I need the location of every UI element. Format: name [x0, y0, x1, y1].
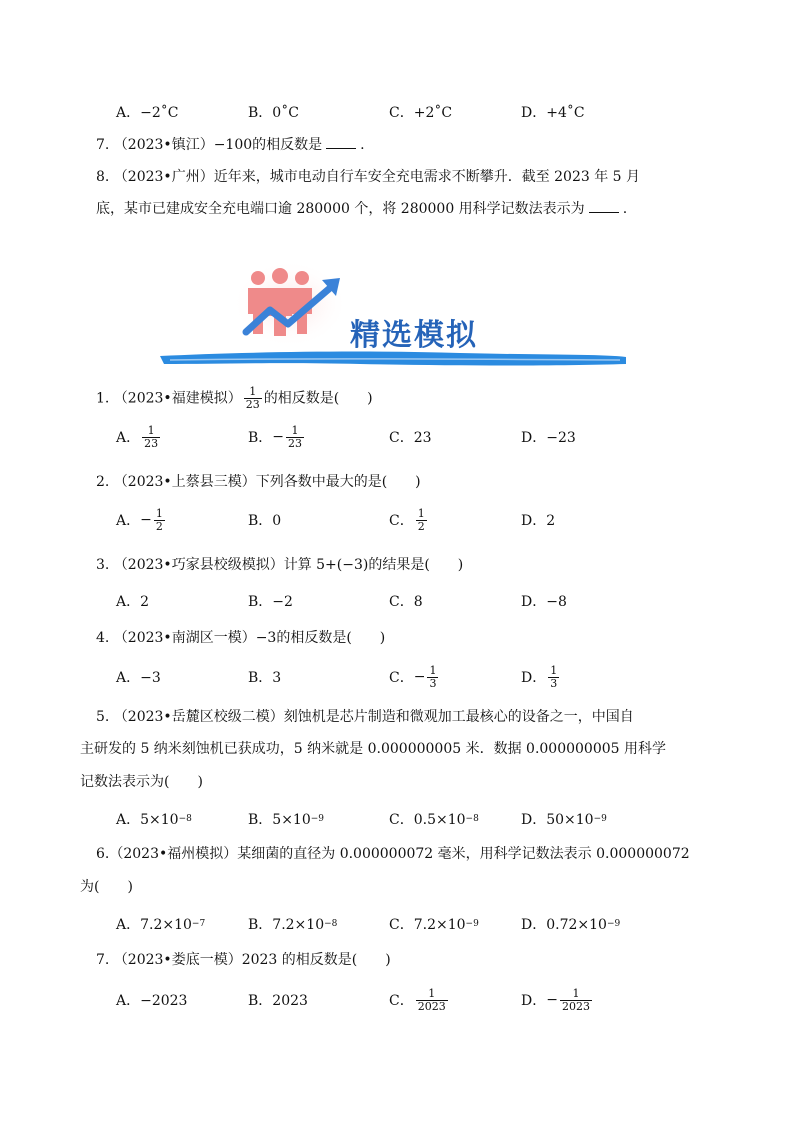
option-a: A．2 [116, 594, 150, 610]
prev-question-7: 7. （2023•镇江）−100的相反数是 . [96, 134, 365, 154]
question-2: 2. （2023•上蔡县三模）下列各数中最大的是( ) [96, 474, 421, 490]
question-1-options [0, 422, 794, 452]
option-a: A．−2˚C [116, 105, 179, 121]
question-6-line2: 为( ) [80, 879, 133, 895]
answer-blank [589, 198, 619, 213]
question-1: 1. （2023•福建模拟） $\frac{1}{23}$ 的相反数是( ) [96, 385, 373, 411]
answer-blank [326, 134, 356, 149]
question-4-options [0, 662, 794, 692]
option-c: C．7.2×10 −9 [389, 917, 479, 933]
option-c: C．23 [389, 430, 432, 446]
question-3-options [0, 586, 794, 616]
question-6-line1: 6.（2023•福州模拟）某细菌的直径为 0.000000072 毫米，用科学记数法表示 0.000000072 [96, 846, 690, 862]
option-b: B． − $\frac{1}{23}$ [248, 423, 303, 450]
option-b: B．7.2×10 −8 [248, 917, 338, 933]
question-6-options [0, 909, 794, 939]
question-5-line3: 记数法表示为( ) [80, 774, 203, 790]
prev-question-8-line2: 底，某市已建成安全充电端口逾 280000 个，将 280000 用科学记数法表示为 . [96, 198, 627, 218]
option-a: A． − $\frac{1}{2}$ [116, 506, 163, 533]
option-c: C．+2˚C [389, 105, 453, 121]
option-c: C． $\frac{1}{2}$ [389, 506, 425, 533]
question-4: 4. （2023•南湖区一模）−3的相反数是( ) [96, 630, 386, 646]
option-d: D．−23 [521, 430, 576, 446]
option-b: B．5×10 −9 [248, 812, 325, 828]
option-a: A．−3 [116, 670, 161, 686]
question-7: 7. （2023•娄底一模）2023 的相反数是( ) [96, 952, 391, 968]
option-a: A． $\frac{1}{23}$ [116, 423, 159, 450]
section-banner [160, 258, 630, 378]
question-2-options [0, 505, 794, 535]
option-c: C．0.5×10 −8 [389, 812, 479, 828]
option-a: A．−2023 [116, 993, 188, 1009]
question-3: 3. （2023•巧家县校级模拟）计算 5+(−3)的结果是( ) [96, 557, 464, 573]
option-b: B．0˚C [248, 105, 299, 121]
option-d: D．2 [521, 513, 556, 529]
question-7-options [0, 985, 794, 1015]
option-a: A．7.2×10 −7 [116, 917, 206, 933]
prev-q6-options [0, 97, 794, 127]
option-d: D．50×10 −9 [521, 812, 607, 828]
option-c: C． $\frac{1}{2023}$ [389, 986, 446, 1013]
option-d: D．+4˚C [521, 105, 585, 121]
option-d: D． $\frac{1}{3}$ [521, 663, 558, 690]
question-5-line2: 主研发的 5 纳米刻蚀机已获成功，5 纳米就是 0.000000005 米．数据 0.000000005 用科学 [80, 741, 667, 757]
fraction: $\frac{1}{23}$ [245, 385, 260, 411]
option-b: B．3 [248, 670, 282, 686]
option-b: B．−2 [248, 594, 293, 610]
option-d: D．0.72×10 −9 [521, 917, 621, 933]
option-d: D． − $\frac{1}{2023}$ [521, 986, 590, 1013]
option-c: C． − $\frac{1}{3}$ [389, 663, 437, 690]
question-5-line1: 5. （2023•岳麓区校级二模）刻蚀机是芯片制造和微观加工最核心的设备之一，中国自 [96, 709, 634, 725]
option-c: C．8 [389, 594, 423, 610]
question-5-options [0, 804, 794, 834]
option-d: D．−8 [521, 594, 567, 610]
prev-question-8-line1: 8. （2023•广州）近年来，城市电动自行车安全充电需求不断攀升．截至 2023 年 5 月 [96, 169, 641, 185]
option-b: B．2023 [248, 993, 308, 1009]
section-title: 精选模拟 [350, 318, 478, 353]
option-b: B．0 [248, 513, 282, 529]
option-a: A．5×10 −8 [116, 812, 192, 828]
